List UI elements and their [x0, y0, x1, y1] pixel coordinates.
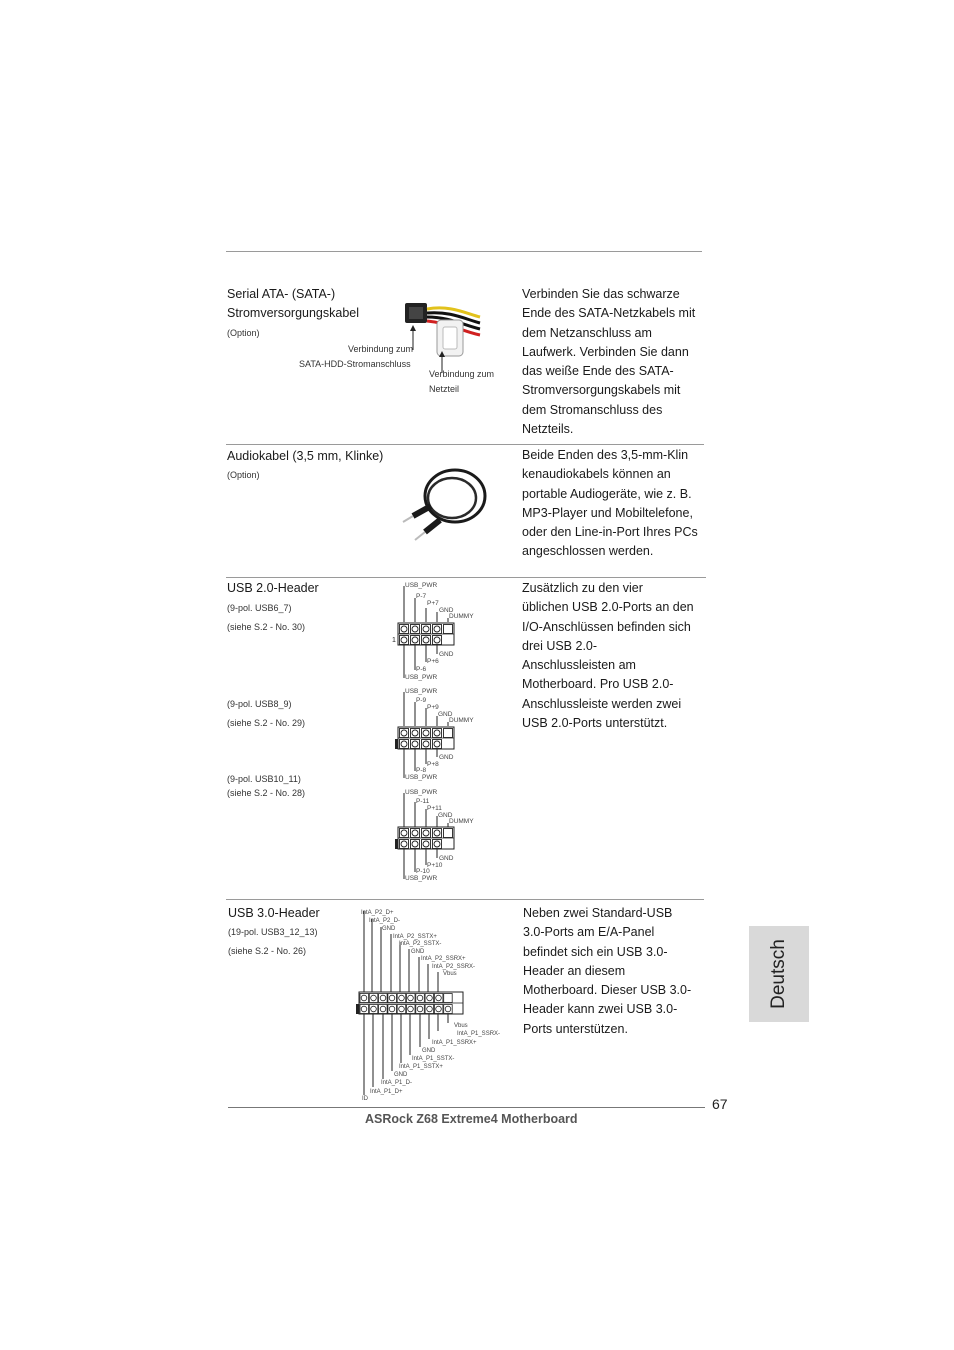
usb3-description: Neben zwei Standard-USB 3.0-Ports am E/A-Panel befindet sich ein USB 3.0- Header an diesem Motherboard. Dieser USB 3.0- Header kann zwei USB 3.0- Ports unterstützen.: [523, 906, 692, 1036]
usb2-h3-pins: (9-pol. USB10_11): [227, 774, 301, 784]
usb2-1-bottom-label-1: P+6: [427, 658, 439, 665]
psu-caption-line1: Verbindung zum: [429, 369, 495, 379]
usb2-1-bottom-label-2: P-6: [416, 666, 427, 673]
usb3-top-label-3: IntA_P2_SSTX+: [393, 934, 437, 940]
usb2-2-bottom-label-0: GND: [439, 754, 454, 761]
usb2-1-bottom-label-3: USB_PWR: [405, 674, 438, 681]
usb2-2-bottom-label-1: P+8: [427, 761, 439, 768]
usb3-top-label-6: IntA_P2_SSRX+: [421, 956, 466, 962]
sata-divider: [226, 444, 704, 445]
usb3-bottom-label-3: GND: [422, 1048, 436, 1054]
sata-description: Verbinden Sie das schwarze Ende des SATA-Netzkabels mit dem Netzanschluss am Laufwerk. Verbinden Sie dann das weiße Ende des SATA- Stromversorgungskabels mit dem Stromanschluss des Netzteils.: [522, 287, 696, 437]
usb2-3-bottom-label-1: P+10: [427, 862, 443, 869]
usb2-2-top-label-1: P-9: [416, 697, 427, 704]
sata-hdd-caption-line2: SATA-HDD-Stromanschluss: [299, 359, 411, 369]
usb3-bottom-label-7: IntA_P1_D-: [381, 1080, 413, 1086]
header-rule: [226, 251, 702, 252]
usb3-top-label-0: IntA_P2_D+: [361, 910, 394, 916]
usb2-1-top-label-2: P+7: [427, 600, 439, 607]
usb2-h3-ref: (siehe S.2 - No. 28): [227, 788, 306, 798]
usb3-pins: (19-pol. USB3_12_13): [228, 927, 318, 937]
usb3-top-label-1: IntA_P2_D-: [369, 918, 401, 924]
sata-title-line2: Stromversorgungskabel: [227, 306, 360, 320]
audio-description: Beide Enden des 3,5-mm-Klin kenaudiokabels können an portable Audiogeräte, wie z. B. MP3-Player und Mobiltelefone, oder den Line-in-Port Ihres PCs angeschlossen werden.: [522, 448, 698, 559]
sata-hdd-caption-line1: Verbindung zum: [348, 344, 414, 354]
usb2-1-bottom-label-0: GND: [439, 651, 454, 658]
usb3-bottom-label-0: Vbus: [454, 1023, 468, 1029]
usb2-description: Zusätzlich zu den vier üblichen USB 2.0-Ports an den I/O-Anschlüssen befinden sich drei USB 2.0- Anschlussleisten am Motherboard. Pro USB 2.0- Anschlussleiste werden zwei USB 2.0-Ports unterstützt.: [522, 581, 694, 731]
usb3-top-label-7: IntA_P2_SSRX-: [432, 964, 476, 970]
usb3-top-label-8: Vbus: [443, 971, 457, 977]
usb2-header-diagram-2: [392, 684, 487, 784]
usb2-h2-ref: (siehe S.2 - No. 29): [227, 718, 306, 728]
usb2-divider: [226, 899, 704, 900]
psu-caption-line2: Netzteil: [429, 384, 460, 394]
audio-option: (Option): [227, 470, 260, 480]
language-side-tab: [749, 926, 809, 1022]
usb3-top-label-4: IntA_P2_SSTX-: [399, 941, 442, 947]
usb2-3-bottom-label-2: P-10: [416, 868, 430, 875]
pin-one-marker: 1: [392, 637, 396, 644]
footer-rule: [228, 1107, 705, 1108]
usb2-h1-ref: (siehe S.2 - No. 30): [227, 622, 306, 632]
usb2-2-top-label-2: P+9: [427, 704, 439, 711]
usb3-bottom-label-6: GND: [394, 1072, 408, 1078]
usb3-bottom-label-4: IntA_P1_SSTX-: [412, 1056, 455, 1062]
usb3-ref: (siehe S.2 - No. 26): [228, 946, 307, 956]
usb2-2-top-label-4: DUMMY: [449, 717, 474, 724]
usb2-3-top-label-3: GND: [438, 812, 453, 819]
page-number: 67: [712, 1096, 728, 1112]
footer-product: ASRock Z68 Extreme4 Motherboard: [365, 1112, 578, 1126]
usb2-3-top-label-2: P+11: [427, 805, 442, 812]
audio-title: Audiokabel (3,5 mm, Klinke): [227, 449, 384, 463]
usb2-h2-pins: (9-pol. USB8_9): [227, 699, 292, 709]
audio-cable-image: [395, 458, 495, 548]
usb2-1-top-label-3: GND: [439, 607, 454, 614]
usb2-3-bottom-label-3: USB_PWR: [405, 875, 438, 882]
usb3-bottom-label-9: ID: [362, 1096, 368, 1102]
usb2-3-bottom-label-0: GND: [439, 855, 454, 862]
usb3-bottom-label-5: IntA_P1_SSTX+: [399, 1064, 443, 1070]
usb2-2-top-label-0: USB_PWR: [405, 688, 438, 695]
usb3-top-label-2: GND: [382, 926, 396, 932]
usb2-title: USB 2.0-Header: [227, 581, 319, 595]
usb3-title: USB 3.0-Header: [228, 906, 320, 920]
usb2-3-top-label-1: P-11: [416, 798, 430, 805]
usb2-3-top-label-4: DUMMY: [449, 818, 474, 825]
usb2-1-top-label-1: P-7: [416, 593, 427, 600]
usb2-header-diagram-1: [392, 578, 487, 684]
usb2-header-diagram-3: [392, 785, 487, 885]
usb2-2-bottom-label-2: P-8: [416, 767, 427, 774]
usb2-h1-pins: (9-pol. USB6_7): [227, 603, 292, 613]
usb3-bottom-label-2: IntA_P1_SSRX+: [432, 1040, 477, 1046]
sata-power-cable-image: [395, 295, 505, 375]
language-tab-label: Deutsch: [768, 939, 789, 1009]
sata-option: (Option): [227, 328, 260, 338]
usb3-header-diagram: [354, 905, 501, 1105]
usb2-3-top-label-0: USB_PWR: [405, 789, 438, 796]
sata-title-line1: Serial ATA- (SATA-): [227, 287, 336, 301]
usb2-2-bottom-label-3: USB_PWR: [405, 774, 438, 781]
usb3-top-label-5: GND: [411, 949, 425, 955]
usb2-2-top-label-3: GND: [438, 711, 453, 718]
usb3-bottom-label-1: IntA_P1_SSRX-: [457, 1031, 501, 1037]
usb2-1-top-label-4: DUMMY: [449, 613, 474, 620]
usb3-bottom-label-8: IntA_P1_D+: [370, 1089, 403, 1095]
usb2-1-top-label-0: USB_PWR: [405, 582, 438, 589]
